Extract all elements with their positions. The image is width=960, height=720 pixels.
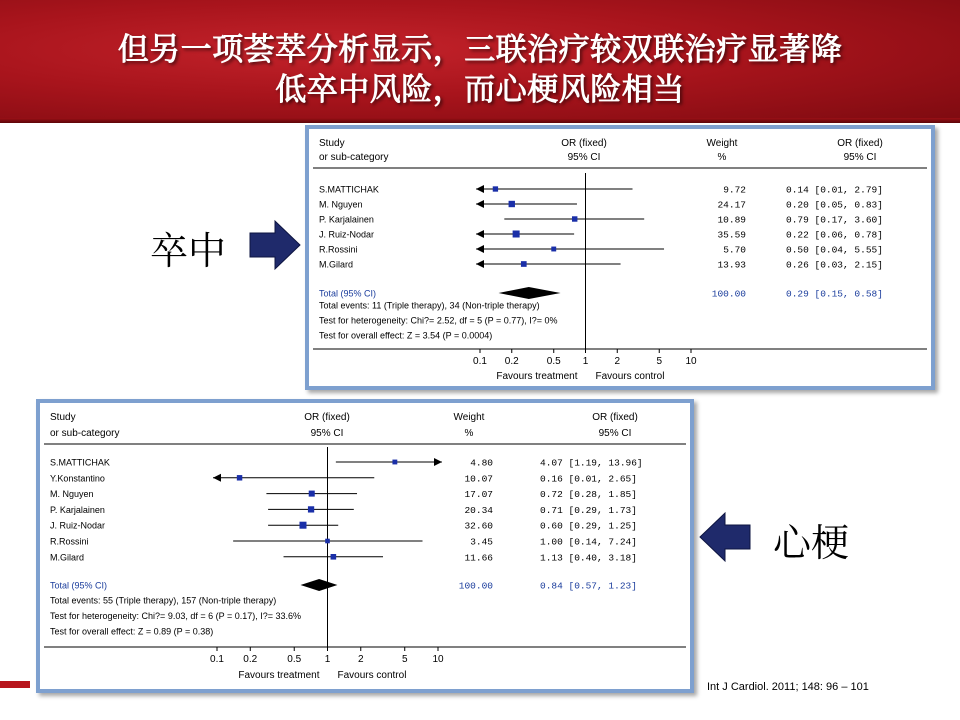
- header-95ci-2: 95% CI: [843, 152, 877, 163]
- header-or-fixed-2: OR (fixed): [837, 138, 883, 149]
- study-or-ci: 0.50 [0.04, 5.55]: [786, 244, 883, 256]
- ci-arrow-left: [213, 474, 221, 482]
- x-tick-label: 0.5: [287, 654, 302, 665]
- study-weight: 4.80: [470, 457, 493, 469]
- study-weight: 32.60: [464, 520, 493, 532]
- total-label: Total (95% CI): [319, 288, 377, 299]
- study-weight: 9.72: [723, 184, 746, 196]
- total-weight: 100.00: [458, 580, 493, 592]
- ci-arrow-left: [476, 200, 484, 208]
- point-estimate-marker: [325, 539, 330, 544]
- point-estimate-marker: [237, 475, 242, 480]
- header-subcategory: or sub-category: [50, 428, 120, 439]
- study-or-ci: 0.20 [0.05, 0.83]: [786, 199, 883, 211]
- study-weight: 10.89: [717, 214, 746, 226]
- mi-forest-plot: [40, 403, 690, 689]
- slide-title: [0, 30, 960, 110]
- x-tick-label: 5: [656, 356, 663, 367]
- point-estimate-marker: [572, 216, 577, 221]
- x-tick-label: 10: [432, 654, 444, 665]
- summary-note: Test for overall effect: Z = 3.54 (P = 0.0004): [319, 330, 493, 341]
- right-arrow-icon: [249, 219, 301, 271]
- study-name: J. Ruiz-Nodar: [319, 229, 375, 240]
- x-tick-label: 0.2: [504, 356, 519, 367]
- study-name: S.MATTICHAK: [50, 457, 110, 468]
- study-or-ci: 0.72 [0.28, 1.85]: [540, 489, 637, 501]
- x-tick-label: 0.1: [473, 356, 487, 367]
- study-name: S.MATTICHAK: [319, 184, 379, 195]
- header-study: Study: [319, 138, 345, 149]
- banner-divider: [0, 118, 960, 123]
- header-subcategory: or sub-category: [319, 152, 389, 163]
- point-estimate-marker: [509, 201, 515, 207]
- ci-arrow-left: [476, 185, 484, 193]
- study-or-ci: 0.14 [0.01, 2.79]: [786, 184, 883, 196]
- study-weight: 17.07: [464, 489, 493, 501]
- study-name: J. Ruiz-Nodar: [50, 520, 106, 531]
- title-line-1: 但另一项荟萃分析显示，三联治疗较双联治疗显著降: [117, 32, 843, 68]
- study-or-ci: 1.13 [0.40, 3.18]: [540, 552, 637, 564]
- total-or-ci: 0.84 [0.57, 1.23]: [540, 580, 637, 592]
- point-estimate-marker: [521, 261, 527, 267]
- study-or-ci: 0.71 [0.29, 1.73]: [540, 504, 637, 516]
- study-or-ci: 4.07 [1.19, 13.96]: [540, 457, 643, 469]
- total-or-ci: 0.29 [0.15, 0.58]: [786, 288, 883, 300]
- point-estimate-marker: [493, 186, 498, 191]
- study-name: R.Rossini: [319, 244, 358, 255]
- study-weight: 10.07: [464, 473, 493, 485]
- point-estimate-marker: [308, 506, 314, 512]
- study-name: P. Karjalainen: [50, 504, 105, 515]
- x-tick-label: 0.1: [210, 654, 224, 665]
- summary-note: Test for heterogeneity: Chi?= 2.52, df = 5 (P = 0.77), I?= 0%: [319, 315, 558, 326]
- x-tick-label: 2: [614, 356, 621, 367]
- point-estimate-marker: [392, 460, 397, 465]
- header-95ci: 95% CI: [567, 152, 601, 163]
- study-name: M. Nguyen: [319, 199, 363, 210]
- pooled-diamond: [301, 579, 338, 591]
- point-estimate-marker: [299, 522, 306, 529]
- study-weight: 20.34: [464, 504, 493, 516]
- header-percent: %: [717, 152, 727, 163]
- x-tick-label: 2: [357, 654, 364, 665]
- study-name: Y.Konstantino: [50, 473, 105, 484]
- header-95ci-2: 95% CI: [598, 428, 632, 439]
- ci-arrow-left: [476, 230, 484, 238]
- study-or-ci: 0.60 [0.29, 1.25]: [540, 520, 637, 532]
- study-weight: 11.66: [464, 552, 493, 564]
- header-or-fixed-2: OR (fixed): [592, 412, 638, 423]
- point-estimate-marker: [331, 554, 337, 560]
- study-or-ci: 1.00 [0.14, 7.24]: [540, 536, 637, 548]
- study-or-ci: 0.16 [0.01, 2.65]: [540, 473, 637, 485]
- total-weight: 100.00: [711, 288, 746, 300]
- header-or-fixed: OR (fixed): [304, 412, 350, 423]
- title-line-2: 低卒中风险，而心梗风险相当: [275, 72, 685, 108]
- x-tick-label: 0.5: [546, 356, 561, 367]
- header-weight: Weight: [453, 412, 485, 423]
- x-tick-label: 0.2: [243, 654, 258, 665]
- header-or-fixed: OR (fixed): [561, 138, 607, 149]
- favours-control-label: Favours control: [595, 371, 665, 382]
- study-name: M.Gilard: [50, 552, 85, 563]
- mi-forest-plot-panel: [36, 399, 694, 693]
- header-percent: %: [464, 428, 474, 439]
- favours-treatment-label: Favours treatment: [496, 371, 578, 382]
- study-weight: 3.45: [470, 536, 493, 548]
- point-estimate-marker: [551, 247, 556, 252]
- ci-arrow-left: [476, 245, 484, 253]
- study-name: M. Nguyen: [50, 489, 94, 500]
- summary-note: Total events: 11 (Triple therapy), 34 (Non-triple therapy): [319, 300, 540, 311]
- summary-note: Total events: 55 (Triple therapy), 157 (Non-triple therapy): [50, 595, 277, 606]
- ci-arrow-right: [434, 458, 442, 466]
- mi-label: 心梗: [773, 521, 850, 565]
- total-label: Total (95% CI): [50, 580, 108, 591]
- study-name: M.Gilard: [319, 259, 354, 270]
- x-tick-label: 5: [401, 654, 408, 665]
- point-estimate-marker: [309, 491, 315, 497]
- header-95ci: 95% CI: [310, 428, 344, 439]
- favours-control-label: Favours control: [337, 670, 407, 681]
- x-tick-label: 1: [324, 654, 331, 665]
- study-name: P. Karjalainen: [319, 214, 374, 225]
- stroke-forest-plot-panel: [305, 125, 935, 390]
- study-or-ci: 0.26 [0.03, 2.15]: [786, 259, 883, 271]
- header-study: Study: [50, 412, 76, 423]
- study-or-ci: 0.22 [0.06, 0.78]: [786, 229, 883, 241]
- citation: Int J Cardiol. 2011; 148: 96 – 101: [707, 681, 869, 693]
- point-estimate-marker: [513, 231, 520, 238]
- summary-note: Test for overall effect: Z = 0.89 (P = 0.38): [50, 626, 214, 637]
- x-tick-label: 1: [582, 356, 589, 367]
- study-name: R.Rossini: [50, 536, 89, 547]
- ci-arrow-left: [476, 260, 484, 268]
- pooled-diamond: [499, 287, 561, 299]
- study-or-ci: 0.79 [0.17, 3.60]: [786, 214, 883, 226]
- study-weight: 24.17: [717, 199, 746, 211]
- stroke-forest-plot: [309, 129, 931, 386]
- study-weight: 13.93: [717, 259, 746, 271]
- header-weight: Weight: [706, 138, 738, 149]
- left-arrow-icon: [699, 511, 751, 563]
- study-weight: 5.70: [723, 244, 746, 256]
- x-tick-label: 10: [685, 356, 697, 367]
- favours-treatment-label: Favours treatment: [238, 670, 320, 681]
- footer-accent: [0, 681, 30, 688]
- stroke-label: 卒中: [150, 229, 227, 273]
- summary-note: Test for heterogeneity: Chi?= 9.03, df = 6 (P = 0.17), I?= 33.6%: [50, 611, 301, 621]
- study-weight: 35.59: [717, 229, 746, 241]
